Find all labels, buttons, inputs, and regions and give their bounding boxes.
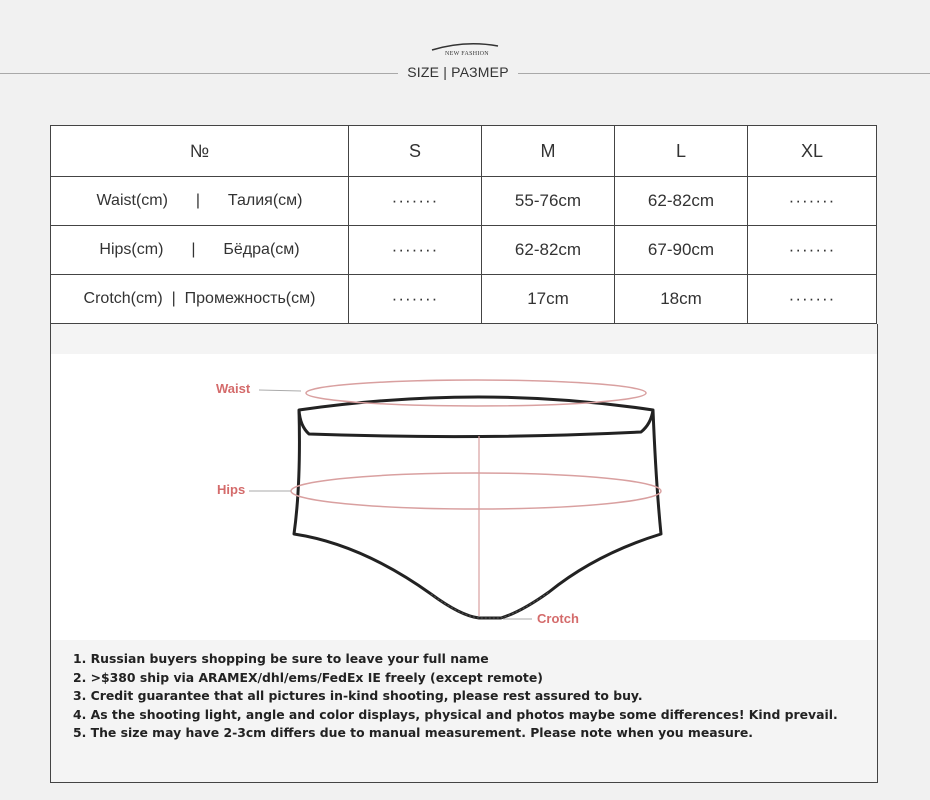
- note-item: 3. Credit guarantee that all pictures in-kind shooting, please rest assured to buy.: [73, 688, 643, 703]
- table-cell: ·······: [349, 177, 482, 226]
- note-item: 1. Russian buyers shopping be sure to leave your full name: [73, 651, 489, 666]
- table-cell: 62-82cm: [482, 226, 615, 275]
- table-cell: 67-90cm: [615, 226, 748, 275]
- measurement-panel: [50, 324, 878, 783]
- table-corner-cell: №: [51, 126, 349, 177]
- table-cell: 17cm: [482, 275, 615, 324]
- brand-name: NEW FASHION: [445, 51, 489, 57]
- note-item: 5. The size may have 2-3cm differs due to manual measurement. Please note when you measure.: [73, 725, 753, 740]
- row-label-ru: Талия(см): [227, 192, 303, 209]
- row-label-en: Crotch(cm): [83, 290, 163, 307]
- size-header-xl: XL: [748, 126, 877, 177]
- note-item: 4. As the shooting light, angle and color displays, physical and photos maybe some differences! Kind prevail.: [73, 706, 838, 722]
- hips-label: Hips: [217, 482, 246, 497]
- table-cell: ·······: [349, 226, 482, 275]
- notes-list: [73, 650, 838, 743]
- row-label-separator: |: [171, 290, 176, 307]
- table-cell: ·······: [748, 226, 877, 275]
- waist-leader-line: [259, 390, 301, 391]
- table-cell: 55-76cm: [482, 177, 615, 226]
- size-table: [50, 125, 877, 324]
- briefs-outline: [294, 410, 661, 618]
- row-label-separator: |: [191, 241, 196, 258]
- row-label-hips: [51, 226, 349, 275]
- size-header-l: L: [615, 126, 748, 177]
- table-cell: 62-82cm: [615, 177, 748, 226]
- note-item: 2. >$380 ship via ARAMEX/dhl/ems/FedEx IE freely (except remote): [73, 669, 543, 685]
- size-header-s: S: [349, 126, 482, 177]
- table-row-waist: [51, 177, 877, 226]
- waistband: [299, 397, 653, 437]
- header-divider-right: [518, 73, 930, 74]
- briefs-measurement-diagram: [51, 354, 877, 640]
- row-label-en: Waist(cm): [96, 192, 168, 209]
- row-label-separator: |: [195, 192, 200, 209]
- header-divider-left: [0, 73, 398, 74]
- size-header-m: M: [482, 126, 615, 177]
- table-cell: ·······: [748, 177, 877, 226]
- row-label-ru: Бёдра(см): [223, 241, 300, 258]
- table-cell: ·······: [349, 275, 482, 324]
- table-header-row: [51, 126, 877, 177]
- row-label-ru: Промежность(см): [184, 290, 316, 307]
- waist-label: Waist: [216, 381, 251, 396]
- table-cell: ·······: [748, 275, 877, 324]
- table-row-hips: [51, 226, 877, 275]
- table-row-crotch: [51, 275, 877, 324]
- page-title: SIZE | РАЗМЕР: [407, 64, 509, 80]
- panel-top-band: [51, 324, 877, 354]
- table-cell: 18cm: [615, 275, 748, 324]
- row-label-crotch: [51, 275, 349, 324]
- row-label-en: Hips(cm): [99, 241, 164, 258]
- page-header: [0, 0, 930, 110]
- crotch-label: Crotch: [537, 611, 579, 626]
- row-label-waist: [51, 177, 349, 226]
